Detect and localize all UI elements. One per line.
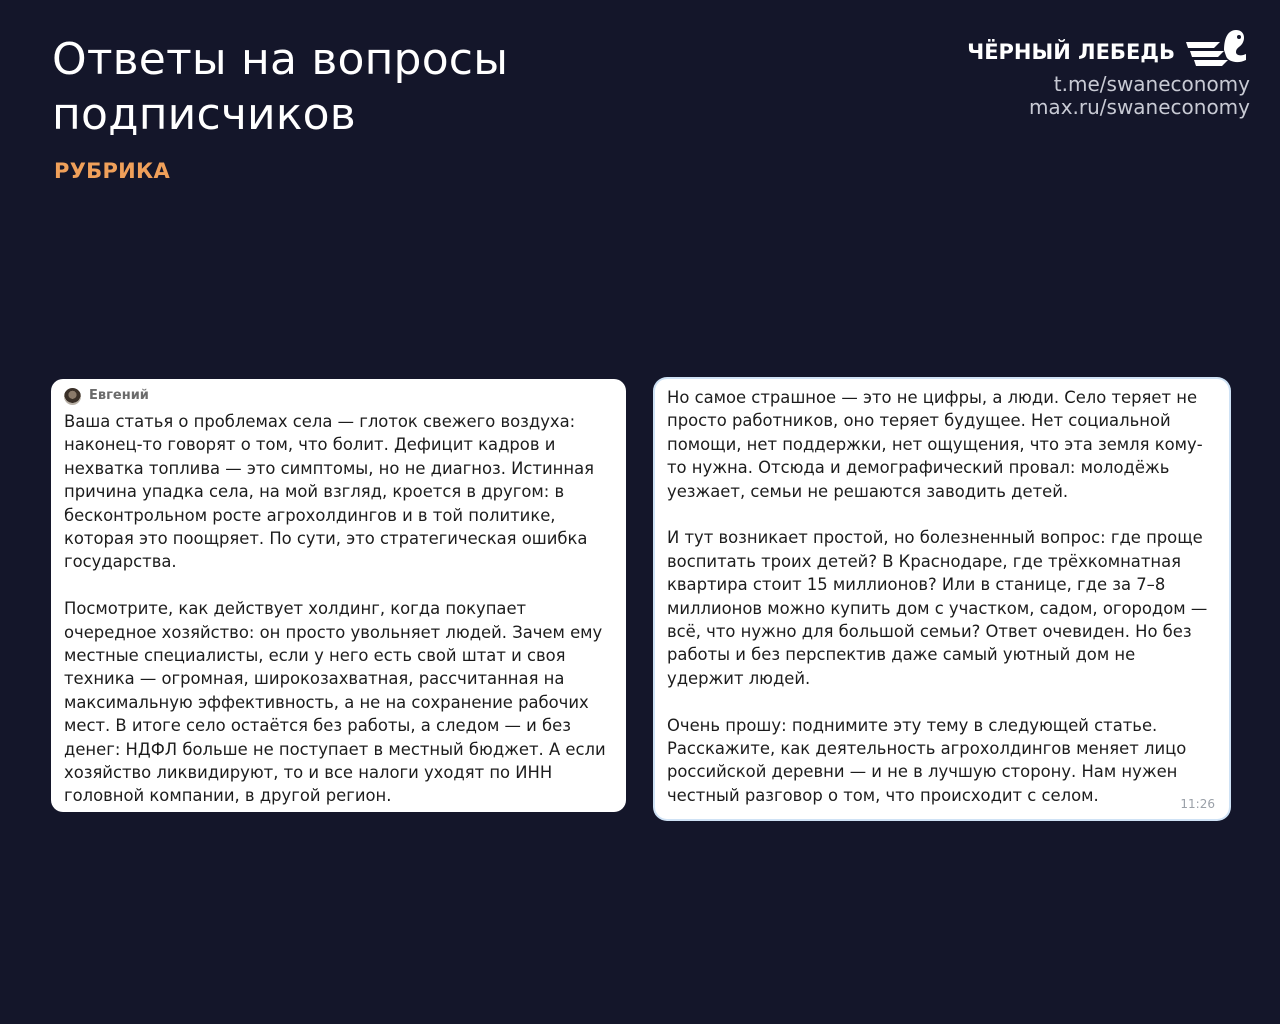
avatar: [64, 388, 81, 405]
message-paragraph: Очень прошу: поднимите эту тему в следующей статье. Расскажите, как деятельность агрохолдингов меняет лицо российской деревни — и не в лучшую сторону. Нам нужен честный разговор о том, что происходит с селом.: [667, 715, 1187, 805]
swan-logo-icon: [1184, 28, 1250, 72]
message-author: [64, 385, 614, 407]
message-card-right: [655, 379, 1229, 819]
message-paragraph: Посмотрите, как действует холдинг, когда покупает очередное хозяйство: он просто увольняет людей. Зачем ему местные специалисты, если у него есть свой штат и своя техника — огромная, широкозахватная, рассчитанная на максимальную эффективность, а не на сохранение рабочих мест. В итоге село остаётся без работы, а следом — и без денег: НДФЛ больше не поступает в местный бюджет. А если хозяйство ликвидируют, то и все налоги уходят по ИНН головной компании, в другой регион.: [64, 599, 606, 806]
message-paragraph: Ваша статья о проблемах села — глоток свежего воздуха: наконец-то говорят о том, что болит. Дефицит кадров и нехватка топлива — это симптомы, но не диагноз. Истинная причина упадка села, на мой взгляд, кроется в другом: в бесконтрольном росте агрохолдингов и в той политике, которая это поощряет. По сути, это стратегическая ошибка государства.: [64, 412, 594, 572]
brand-name: ЧЁРНЫЙ ЛЕБЕДЬ: [967, 40, 1175, 64]
message-paragraph: Но самое страшное — это не цифры, а люди. Село теряет не просто работников, оно теряет будущее. Нет социальной помощи, нет поддержки, нет ощущения, что эта земля кому- то нужна. Отсюда и демографический провал: молодёжь уезжает, семьи не решаются заводить детей.: [667, 388, 1203, 501]
telegram-link[interactable]: t.me/swaneconomy: [1053, 72, 1250, 96]
page-title-line-1: Ответы на вопросы: [52, 34, 509, 85]
rubric-label: РУБРИКА: [54, 159, 171, 183]
max-link[interactable]: max.ru/swaneconomy: [1028, 95, 1250, 119]
author-name: Евгений: [89, 388, 149, 403]
message-paragraph: И тут возникает простой, но болезненный вопрос: где проще воспитать троих детей? В Краснодаре, где трёхкомнатная квартира стоит 15 миллионов? Или в станице, где за 7–8 миллионов можно купить дом с участком, садом, огородом — всё, что нужно для большой семьи? Ответ очевиден. Но без работы и без перспектив даже самый уютный дом не удержит людей.: [667, 528, 1208, 688]
message-card-left: [51, 379, 626, 812]
page-title-line-2: подписчиков: [52, 89, 356, 140]
brand-block: [920, 28, 1250, 123]
page-title: [52, 32, 612, 142]
message-timestamp: 11:26: [1180, 797, 1215, 811]
